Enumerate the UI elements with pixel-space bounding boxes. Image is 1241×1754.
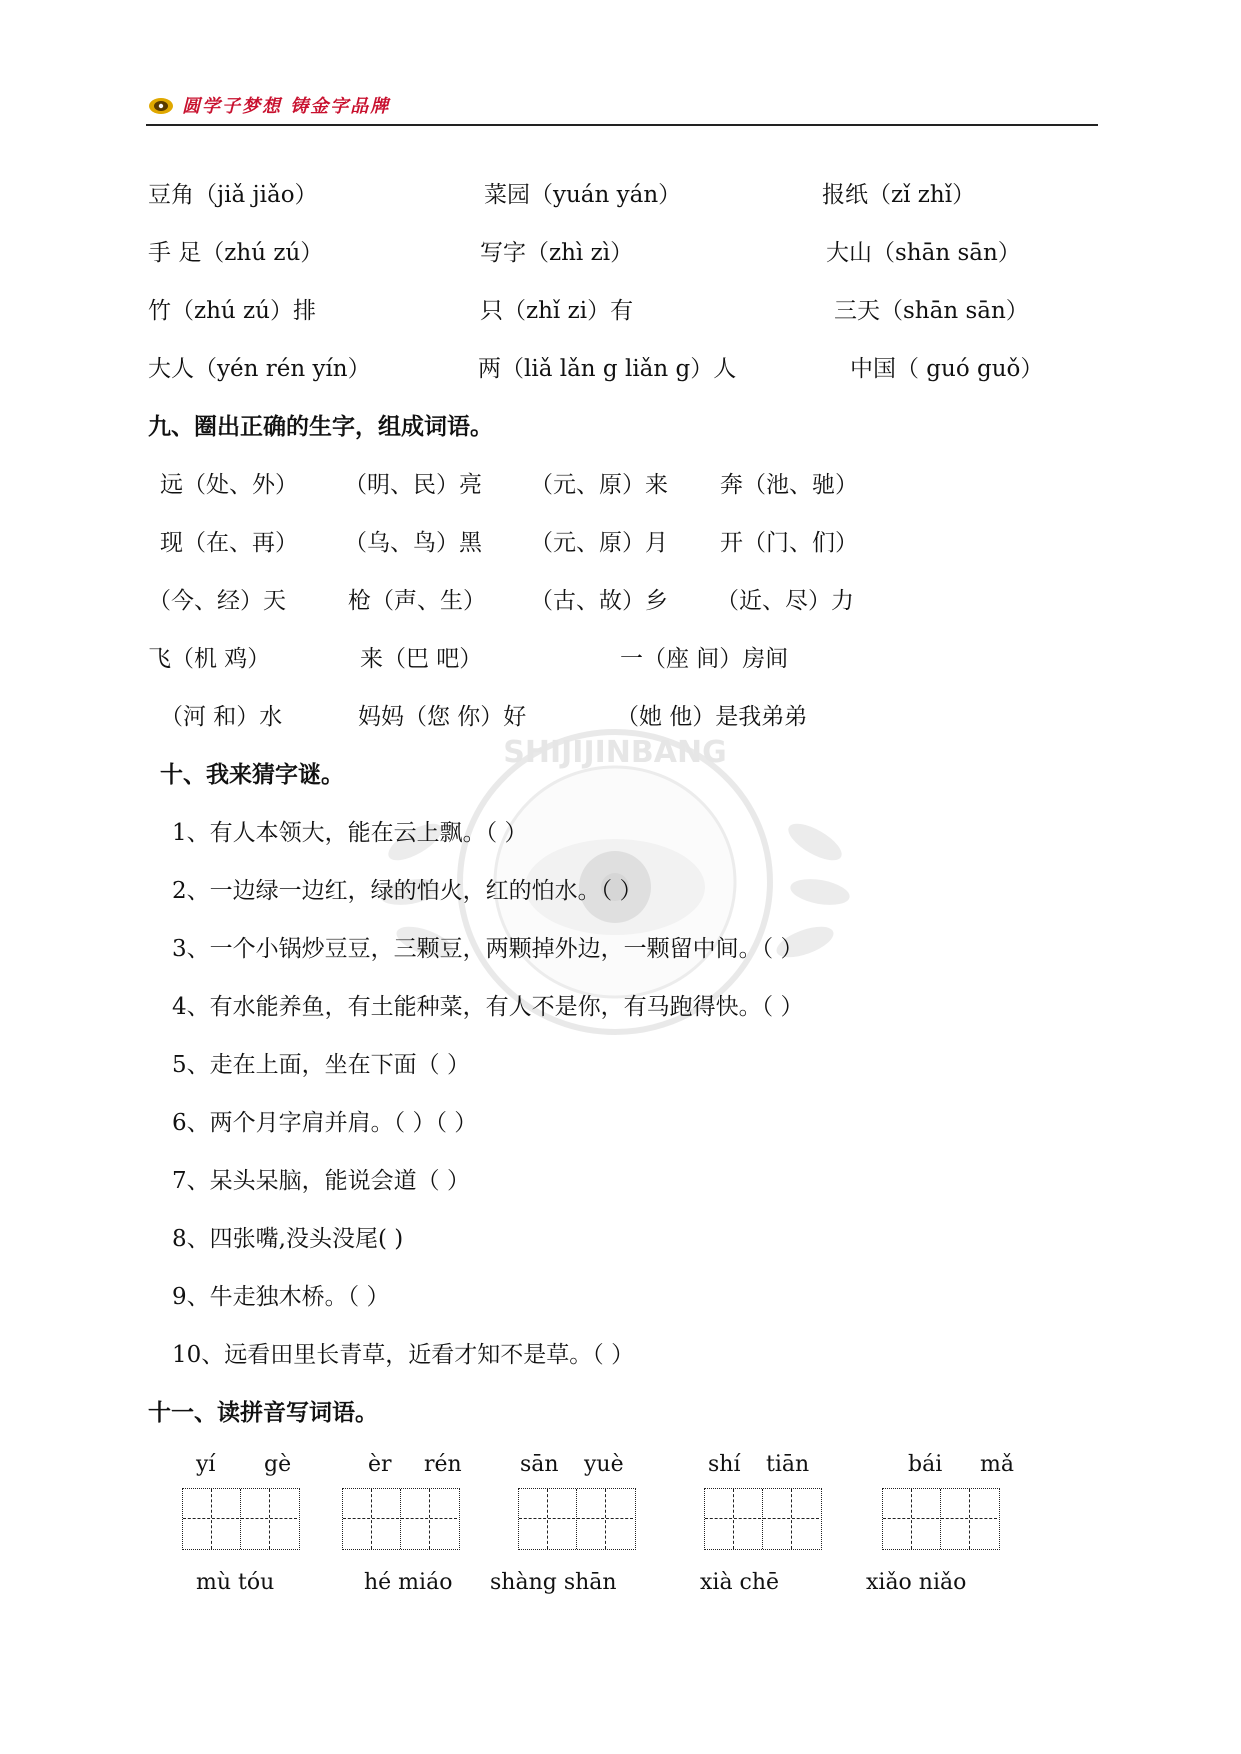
pinyin-item: 大山（shān sān） bbox=[826, 240, 1021, 266]
writing-cell[interactable] bbox=[519, 1489, 575, 1549]
pinyin-item: 两（liǎ lǎn g liǎn g）人 bbox=[478, 356, 737, 382]
pinyin-item: 三天（shān sān） bbox=[834, 298, 1029, 324]
pinyin-item: 报纸（zǐ zhǐ） bbox=[822, 182, 976, 208]
pinyin-label: gè bbox=[264, 1452, 292, 1477]
pinyin-label: shí bbox=[708, 1452, 741, 1477]
pinyin-item: 手 足（zhú zú） bbox=[148, 240, 324, 266]
writing-grid[interactable] bbox=[882, 1488, 1000, 1550]
word-choice: （明、民）亮 bbox=[344, 472, 482, 498]
word-choice: 现（在、再） bbox=[160, 530, 298, 556]
pinyin-label: sān bbox=[520, 1452, 559, 1477]
writing-cell[interactable] bbox=[940, 1489, 997, 1549]
pinyin-word: hé miáo bbox=[364, 1570, 453, 1595]
riddle-item: 10、远看田里长青草，近看才知不是草。（ ） bbox=[172, 1342, 635, 1368]
word-choice: 妈妈（您 你）好 bbox=[358, 704, 527, 730]
pinyin-word: xiǎo niǎo bbox=[866, 1570, 967, 1595]
word-choice: （近、尽）力 bbox=[716, 588, 854, 614]
riddle-item: 5、走在上面，坐在下面（ ） bbox=[172, 1052, 470, 1078]
word-choice: （乌、鸟）黑 bbox=[344, 530, 482, 556]
pinyin-item: 豆角（jiǎ jiǎo） bbox=[148, 182, 318, 208]
riddle-item: 3、一个小锅炒豆豆，三颗豆，两颗掉外边，一颗留中间。（ ） bbox=[172, 936, 804, 962]
pinyin-word: xià chē bbox=[700, 1570, 780, 1595]
writing-cell[interactable] bbox=[183, 1489, 239, 1549]
section10-heading: 十、我来猜字谜。 bbox=[160, 762, 344, 788]
brand-logo-icon bbox=[148, 95, 174, 115]
pinyin-label: yí bbox=[196, 1452, 216, 1477]
word-choice: （元、原）来 bbox=[530, 472, 668, 498]
pinyin-label: yuè bbox=[584, 1452, 624, 1477]
word-choice: （她 他）是我弟弟 bbox=[616, 704, 808, 730]
riddle-item: 6、两个月字肩并肩。（ ）（ ） bbox=[172, 1110, 478, 1136]
word-choice: 一（座 间）房间 bbox=[620, 646, 789, 672]
word-choice: 远（处、外） bbox=[160, 472, 298, 498]
writing-grid[interactable] bbox=[182, 1488, 300, 1550]
word-choice: （河 和）水 bbox=[160, 704, 283, 730]
riddle-item: 1、有人本领大，能在云上飘。（ ） bbox=[172, 820, 528, 846]
pinyin-item: 写字（zhì zì） bbox=[480, 240, 634, 266]
writing-cell[interactable] bbox=[705, 1489, 761, 1549]
writing-grid[interactable] bbox=[704, 1488, 822, 1550]
writing-cell[interactable] bbox=[400, 1489, 457, 1549]
pinyin-item: 菜园（yuán yán） bbox=[484, 182, 682, 208]
pinyin-item: 中国（ guó guǒ） bbox=[850, 356, 1044, 382]
writing-cell[interactable] bbox=[240, 1489, 297, 1549]
section11-heading: 十一、读拼音写词语。 bbox=[148, 1400, 378, 1426]
riddle-item: 2、一边绿一边红，绿的怕火，红的怕水。（ ） bbox=[172, 878, 643, 904]
word-choice: （古、故）乡 bbox=[530, 588, 668, 614]
pinyin-label: rén bbox=[424, 1452, 462, 1477]
pinyin-item: 大人（yén rén yín） bbox=[148, 356, 371, 382]
writing-cell[interactable] bbox=[883, 1489, 939, 1549]
writing-grid[interactable] bbox=[342, 1488, 460, 1550]
pinyin-label: mǎ bbox=[980, 1452, 1014, 1477]
writing-cell[interactable] bbox=[576, 1489, 633, 1549]
word-choice: 奔（池、驰） bbox=[720, 472, 858, 498]
watermark-text: SHIJIJINBANG bbox=[503, 735, 727, 770]
writing-cell[interactable] bbox=[343, 1489, 399, 1549]
header-brand bbox=[148, 92, 390, 118]
section9-heading: 九、圈出正确的生字，组成词语。 bbox=[148, 414, 493, 440]
brand-slogan: 圆学子梦想 铸金字品牌 bbox=[182, 96, 391, 117]
pinyin-item: 竹（zhú zú）排 bbox=[148, 298, 316, 324]
writing-grid[interactable] bbox=[518, 1488, 636, 1550]
word-choice: 开（门、们） bbox=[720, 530, 858, 556]
pinyin-label: bái bbox=[908, 1452, 943, 1477]
pinyin-label: tiān bbox=[766, 1452, 810, 1477]
pinyin-label: èr bbox=[368, 1452, 392, 1477]
word-choice: （元、原）月 bbox=[530, 530, 668, 556]
pinyin-word: shàng shān bbox=[490, 1570, 617, 1595]
riddle-item: 4、有水能养鱼，有土能种菜，有人不是你，有马跑得快。（ ） bbox=[172, 994, 804, 1020]
header-divider bbox=[146, 124, 1098, 126]
riddle-item: 8、四张嘴,没头没尾( ) bbox=[172, 1226, 404, 1252]
writing-cell[interactable] bbox=[762, 1489, 819, 1549]
riddle-item: 9、牛走独木桥。（ ） bbox=[172, 1284, 390, 1310]
riddle-item: 7、呆头呆脑，能说会道（ ） bbox=[172, 1168, 470, 1194]
pinyin-word: mù tóu bbox=[196, 1570, 275, 1595]
word-choice: （今、经）天 bbox=[148, 588, 286, 614]
word-choice: 枪（声、生） bbox=[348, 588, 486, 614]
word-choice: 飞（机 鸡） bbox=[148, 646, 271, 672]
word-choice: 来（巴 吧） bbox=[360, 646, 483, 672]
pinyin-item: 只（zhǐ zi）有 bbox=[480, 298, 634, 324]
